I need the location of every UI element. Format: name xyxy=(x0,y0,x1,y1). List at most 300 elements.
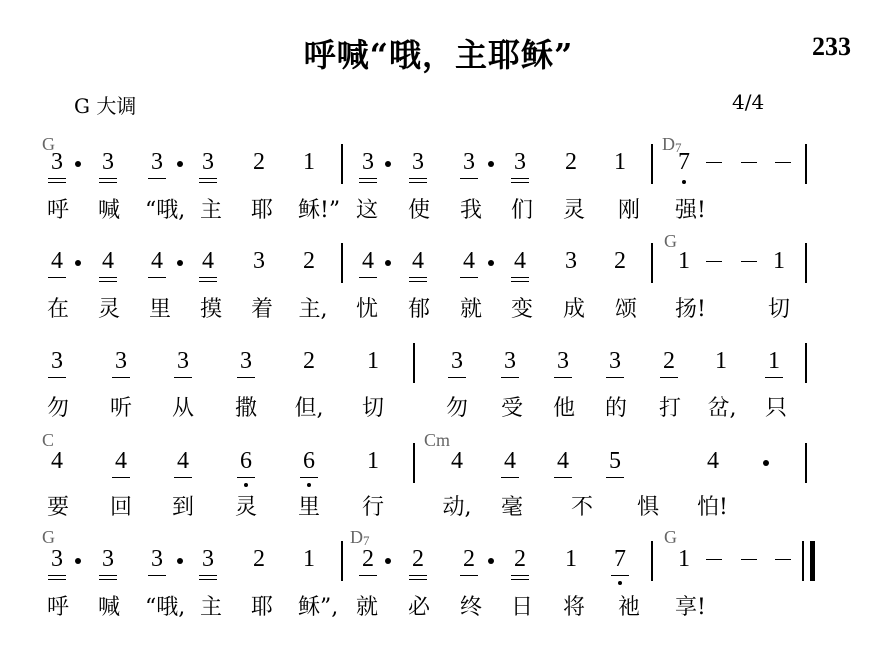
barline xyxy=(341,541,343,581)
note xyxy=(362,349,384,385)
note-digit: 4 xyxy=(412,248,424,274)
note xyxy=(357,150,379,186)
lyric-syllable: 毫 xyxy=(500,495,523,520)
note xyxy=(458,547,480,583)
underline xyxy=(511,281,529,282)
augmentation-dot xyxy=(75,161,81,167)
note-digit: 2 xyxy=(514,546,526,572)
lyric-syllable: 变 xyxy=(510,297,533,322)
barline xyxy=(805,144,807,184)
lyric-syllable: 忧 xyxy=(355,297,378,322)
note xyxy=(146,547,168,583)
note xyxy=(197,150,219,186)
hymn-number: 233 xyxy=(812,32,851,61)
note xyxy=(46,449,68,485)
lyric-syllable: 到 xyxy=(171,495,194,520)
augmentation-dot xyxy=(488,558,494,564)
note xyxy=(509,249,531,285)
underline xyxy=(48,178,66,179)
barline xyxy=(341,144,343,184)
underline xyxy=(99,277,117,278)
note xyxy=(658,349,680,385)
note-digit: 6 xyxy=(303,448,315,474)
note xyxy=(458,249,480,285)
note-digit: 3 xyxy=(151,149,163,175)
note xyxy=(248,547,270,583)
note xyxy=(499,449,521,485)
lyric-syllable: 稣”, xyxy=(298,595,339,620)
note xyxy=(407,150,429,186)
note-digit: 1 xyxy=(367,348,379,374)
lyric-syllable: 喊 xyxy=(97,595,120,620)
lyric-syllable: 勿 xyxy=(445,396,468,421)
note xyxy=(458,150,480,186)
underline xyxy=(48,377,66,378)
lyric-syllable: 呼 xyxy=(46,595,69,620)
note xyxy=(46,150,68,186)
note-digit: 2 xyxy=(565,149,577,175)
barline xyxy=(805,343,807,383)
hymn-title: 呼喊“哦，主耶稣” xyxy=(303,36,574,74)
note-digit: 2 xyxy=(412,546,424,572)
note-digit: 3 xyxy=(115,348,127,374)
time-signature: 4/4 xyxy=(732,90,765,114)
lyric-syllable: 成 xyxy=(562,297,585,322)
lyric-syllable: 听 xyxy=(109,396,132,421)
lyric-syllable: 郁 xyxy=(407,297,430,322)
lyric-syllable: 呼 xyxy=(46,198,69,223)
note-digit: 4 xyxy=(177,448,189,474)
note-digit: 4 xyxy=(707,448,719,474)
note xyxy=(357,547,379,583)
underline xyxy=(112,477,130,478)
lyric-syllable: 摸 xyxy=(199,297,222,322)
note-digit: 2 xyxy=(303,348,315,374)
lyric-syllable: 喊 xyxy=(97,198,120,223)
duration-dash xyxy=(706,559,722,560)
note-digit: 3 xyxy=(102,546,114,572)
lyric-syllable: 在 xyxy=(46,297,69,322)
underline xyxy=(554,377,572,378)
chord-symbol: C xyxy=(42,430,55,450)
note xyxy=(509,150,531,186)
augmentation-dot xyxy=(75,558,81,564)
note-digit: 3 xyxy=(609,348,621,374)
lyric-syllable: 主 xyxy=(199,595,222,620)
lyric-syllable: 打 xyxy=(658,396,681,421)
note-digit: 4 xyxy=(362,248,374,274)
note xyxy=(509,547,531,583)
note-digit: 3 xyxy=(565,248,577,274)
underline xyxy=(237,377,255,378)
note xyxy=(97,249,119,285)
note xyxy=(609,249,631,285)
barline xyxy=(413,443,415,483)
note xyxy=(673,547,695,583)
note xyxy=(710,349,732,385)
underline xyxy=(48,579,66,580)
note xyxy=(97,547,119,583)
note-digit: 2 xyxy=(253,546,265,572)
note xyxy=(673,249,695,285)
lyric-syllable: 耶 xyxy=(250,595,273,620)
underline xyxy=(660,377,678,378)
note xyxy=(110,449,132,485)
lyric-syllable: 撒 xyxy=(234,396,257,421)
note-digit: 3 xyxy=(253,248,265,274)
chord-symbol: G xyxy=(42,134,55,154)
augmentation-dot xyxy=(75,260,81,266)
barline xyxy=(651,243,653,283)
note-digit: 4 xyxy=(51,248,63,274)
note-digit: 3 xyxy=(451,348,463,374)
underline xyxy=(199,575,217,576)
underline xyxy=(48,182,66,183)
underline xyxy=(554,477,572,478)
augmentation-dot xyxy=(385,260,391,266)
underline xyxy=(765,377,783,378)
note-digit: 3 xyxy=(240,348,252,374)
lyric-syllable: 他 xyxy=(552,396,575,421)
lyric-syllable: 灵 xyxy=(562,198,585,223)
underline xyxy=(511,178,529,179)
note-digit: 3 xyxy=(362,149,374,175)
note-digit: 1 xyxy=(678,248,690,274)
underline xyxy=(99,579,117,580)
note-digit: 4 xyxy=(51,448,63,474)
lyric-syllable: 岔, xyxy=(707,396,737,421)
lower-octave-dot xyxy=(682,180,686,184)
lyric-syllable: 切 xyxy=(361,396,384,421)
note xyxy=(407,547,429,583)
note xyxy=(446,449,468,485)
lyric-syllable: 享! xyxy=(675,595,706,620)
lyric-syllable: 主, xyxy=(298,297,328,322)
underline xyxy=(199,182,217,183)
lyric-syllable: 只 xyxy=(764,396,787,421)
note xyxy=(235,449,257,485)
note xyxy=(235,349,257,385)
underline xyxy=(501,477,519,478)
duration-dash xyxy=(706,261,722,262)
note-digit: 2 xyxy=(253,149,265,175)
note xyxy=(46,547,68,583)
key-signature: G 大调 xyxy=(74,94,137,118)
note-digit: 2 xyxy=(362,546,374,572)
note xyxy=(298,449,320,485)
underline xyxy=(359,575,377,576)
note-digit: 3 xyxy=(177,348,189,374)
note-digit: 2 xyxy=(463,546,475,572)
underline xyxy=(199,579,217,580)
augmentation-dot xyxy=(177,161,183,167)
note-digit: 4 xyxy=(557,448,569,474)
lyric-syllable: 行 xyxy=(361,495,384,520)
note xyxy=(560,249,582,285)
underline xyxy=(511,277,529,278)
underline xyxy=(501,377,519,378)
chord-symbol: Cm xyxy=(424,430,451,450)
underline xyxy=(511,182,529,183)
note-digit: 3 xyxy=(51,149,63,175)
lyric-syllable: 就 xyxy=(355,595,378,620)
note-digit: 6 xyxy=(240,448,252,474)
underline xyxy=(409,277,427,278)
note xyxy=(298,349,320,385)
underline xyxy=(460,575,478,576)
note-digit: 3 xyxy=(51,348,63,374)
lyric-syllable: 不 xyxy=(570,495,593,520)
lyric-syllable: 日 xyxy=(510,595,533,620)
augmentation-dot xyxy=(177,558,183,564)
note-digit: 1 xyxy=(614,149,626,175)
underline xyxy=(148,178,166,179)
note xyxy=(357,249,379,285)
lyric-syllable: 祂 xyxy=(617,595,640,620)
augmentation-dot xyxy=(763,460,769,466)
note-digit: 3 xyxy=(514,149,526,175)
lyric-syllable: 强! xyxy=(675,198,706,223)
lyric-syllable: “哦, xyxy=(145,595,186,620)
note xyxy=(110,349,132,385)
note-digit: 3 xyxy=(557,348,569,374)
underline xyxy=(300,477,318,478)
lyric-syllable: 里 xyxy=(148,297,171,322)
underline xyxy=(199,178,217,179)
note-digit: 1 xyxy=(565,546,577,572)
note-digit: 5 xyxy=(609,448,621,474)
underline xyxy=(448,377,466,378)
note xyxy=(298,547,320,583)
underline xyxy=(199,277,217,278)
note-digit: 2 xyxy=(663,348,675,374)
note-digit: 3 xyxy=(504,348,516,374)
note xyxy=(763,349,785,385)
note-digit: 4 xyxy=(463,248,475,274)
lyric-syllable: 受 xyxy=(500,396,523,421)
lyric-syllable: 我 xyxy=(459,198,482,223)
lyric-syllable: 刚 xyxy=(617,198,640,223)
note-digit: 4 xyxy=(202,248,214,274)
lyric-syllable: 耶 xyxy=(250,198,273,223)
duration-dash xyxy=(741,162,757,163)
note xyxy=(298,249,320,285)
lyric-syllable: 将 xyxy=(562,595,585,620)
lyric-syllable: 怕! xyxy=(697,495,728,520)
underline xyxy=(174,377,192,378)
note xyxy=(609,150,631,186)
underline xyxy=(359,277,377,278)
lyric-syllable: 这 xyxy=(355,198,378,223)
note xyxy=(604,449,626,485)
note-digit: 4 xyxy=(102,248,114,274)
note-digit: 4 xyxy=(115,448,127,474)
underline xyxy=(460,178,478,179)
note xyxy=(248,150,270,186)
underline xyxy=(409,182,427,183)
lyric-syllable: 使 xyxy=(407,198,430,223)
augmentation-dot xyxy=(385,558,391,564)
duration-dash xyxy=(775,559,791,560)
note-digit: 1 xyxy=(773,248,785,274)
underline xyxy=(199,281,217,282)
note-digit: 3 xyxy=(151,546,163,572)
barline xyxy=(802,541,804,581)
underline xyxy=(606,377,624,378)
note-digit: 7 xyxy=(614,546,626,572)
note xyxy=(46,249,68,285)
note-digit: 1 xyxy=(303,546,315,572)
underline xyxy=(359,182,377,183)
note-digit: 7 xyxy=(678,149,690,175)
underline xyxy=(99,281,117,282)
barline xyxy=(651,144,653,184)
lyric-syllable: 里 xyxy=(297,495,320,520)
final-barline xyxy=(810,541,815,581)
note-digit: 4 xyxy=(151,248,163,274)
lower-octave-dot xyxy=(307,483,311,487)
underline xyxy=(48,277,66,278)
lyric-syllable: 主 xyxy=(199,198,222,223)
note xyxy=(673,150,695,186)
note-digit: 4 xyxy=(504,448,516,474)
duration-dash xyxy=(741,559,757,560)
chord-symbol: G xyxy=(664,527,677,547)
chord-symbol: $D_7$ xyxy=(662,134,682,155)
note-digit: 3 xyxy=(202,546,214,572)
underline xyxy=(48,575,66,576)
lyric-syllable: 惧 xyxy=(636,495,659,520)
note-digit: 2 xyxy=(303,248,315,274)
note xyxy=(146,249,168,285)
lower-octave-dot xyxy=(618,581,622,585)
note xyxy=(609,547,631,583)
note xyxy=(499,349,521,385)
note-digit: 3 xyxy=(412,149,424,175)
note-digit: 1 xyxy=(678,546,690,572)
augmentation-dot xyxy=(177,260,183,266)
lyric-syllable: 但, xyxy=(294,396,324,421)
underline xyxy=(99,575,117,576)
note-digit: 2 xyxy=(614,248,626,274)
note xyxy=(560,547,582,583)
underline xyxy=(237,477,255,478)
lyric-syllable: 颂 xyxy=(614,297,637,322)
note xyxy=(46,349,68,385)
barline xyxy=(805,243,807,283)
augmentation-dot xyxy=(488,260,494,266)
note xyxy=(97,150,119,186)
lyric-syllable: 回 xyxy=(109,495,132,520)
lyric-syllable: 灵 xyxy=(234,495,257,520)
augmentation-dot xyxy=(385,161,391,167)
note-digit: 1 xyxy=(768,348,780,374)
augmentation-dot xyxy=(488,161,494,167)
lyric-syllable: 就 xyxy=(459,297,482,322)
note xyxy=(552,449,574,485)
underline xyxy=(148,277,166,278)
underline xyxy=(112,377,130,378)
note-digit: 3 xyxy=(463,149,475,175)
note xyxy=(768,249,790,285)
note-digit: 1 xyxy=(367,448,379,474)
underline xyxy=(511,579,529,580)
underline xyxy=(409,579,427,580)
barline xyxy=(341,243,343,283)
note xyxy=(298,150,320,186)
underline xyxy=(409,178,427,179)
duration-dash xyxy=(706,162,722,163)
note xyxy=(172,449,194,485)
note-digit: 3 xyxy=(102,149,114,175)
underline xyxy=(174,477,192,478)
underline xyxy=(606,477,624,478)
note xyxy=(604,349,626,385)
note xyxy=(146,150,168,186)
chord-symbol: G xyxy=(42,527,55,547)
note-digit: 3 xyxy=(202,149,214,175)
lyric-syllable: “哦, xyxy=(145,198,186,223)
underline xyxy=(99,182,117,183)
underline xyxy=(611,575,629,576)
barline xyxy=(805,443,807,483)
lyric-syllable: 从 xyxy=(171,396,194,421)
lyric-syllable: 切 xyxy=(767,297,790,322)
lower-octave-dot xyxy=(244,483,248,487)
note xyxy=(702,449,724,485)
underline xyxy=(99,178,117,179)
lyric-syllable: 动, xyxy=(442,495,472,520)
duration-dash xyxy=(775,162,791,163)
lyric-syllable: 灵 xyxy=(97,297,120,322)
note xyxy=(552,349,574,385)
lyric-syllable: 稣!” xyxy=(298,198,341,223)
note-digit: 4 xyxy=(451,448,463,474)
lyric-syllable: 们 xyxy=(510,198,533,223)
lyric-syllable: 终 xyxy=(459,595,482,620)
note-digit: 1 xyxy=(715,348,727,374)
note xyxy=(362,449,384,485)
lyric-syllable: 的 xyxy=(604,396,627,421)
note-digit: 1 xyxy=(303,149,315,175)
duration-dash xyxy=(741,261,757,262)
lyric-syllable: 扬! xyxy=(675,297,706,322)
note-digit: 4 xyxy=(514,248,526,274)
lyric-syllable: 必 xyxy=(407,595,430,620)
lyric-syllable: 要 xyxy=(46,495,69,520)
chord-symbol: $D_7$ xyxy=(350,527,370,548)
barline xyxy=(651,541,653,581)
note xyxy=(248,249,270,285)
underline xyxy=(460,277,478,278)
underline xyxy=(511,575,529,576)
lyric-syllable: 勿 xyxy=(46,396,69,421)
note xyxy=(560,150,582,186)
lyric-syllable: 着 xyxy=(250,297,273,322)
note-digit: 3 xyxy=(51,546,63,572)
note xyxy=(407,249,429,285)
chord-symbol: G xyxy=(664,231,677,251)
note xyxy=(172,349,194,385)
underline xyxy=(359,178,377,179)
note xyxy=(197,249,219,285)
underline xyxy=(409,575,427,576)
note xyxy=(446,349,468,385)
note xyxy=(197,547,219,583)
underline xyxy=(148,575,166,576)
barline xyxy=(413,343,415,383)
underline xyxy=(409,281,427,282)
